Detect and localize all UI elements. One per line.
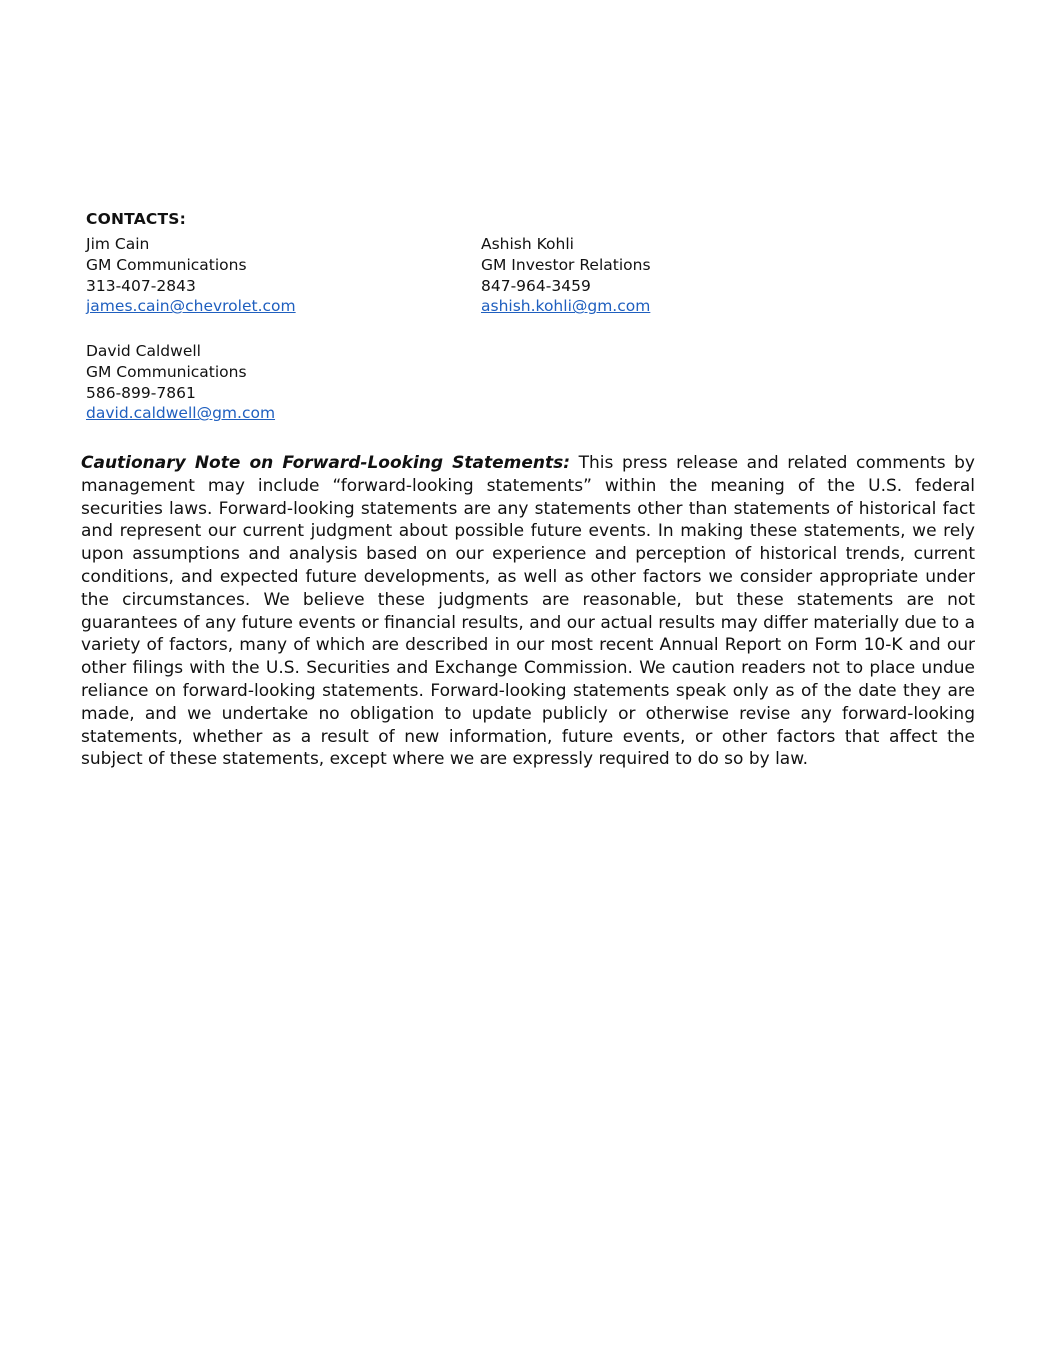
contact-block-jim-cain <box>86 234 296 317</box>
cautionary-note-lead: Cautionary Note on Forward-Looking Statements: <box>81 453 571 473</box>
contact-phone: 313-407-2843 <box>86 276 196 295</box>
contact-block-ashish-kohli <box>481 234 651 317</box>
contacts-heading: CONTACTS: <box>86 210 186 228</box>
contact-name: David Caldwell <box>86 342 201 360</box>
contact-department: GM Communications <box>86 362 247 381</box>
contact-department: GM Investor Relations <box>481 255 651 274</box>
contact-name: Jim Cain <box>86 235 150 253</box>
contact-email-link[interactable]: david.caldwell@gm.com <box>86 404 276 423</box>
contact-department: GM Communications <box>86 255 247 274</box>
contact-email-link[interactable]: james.cain@chevrolet.com <box>86 297 296 316</box>
contact-phone: 586-899-7861 <box>86 383 196 402</box>
contact-block-david-caldwell <box>86 341 275 424</box>
contact-phone: 847-964-3459 <box>481 276 591 295</box>
contact-name: Ashish Kohli <box>481 235 574 253</box>
cautionary-note <box>81 452 975 771</box>
cautionary-note-body: This press release and related comments by management may include “forward-looking statements” within the meaning of the U.S. federal securities laws. Forward-looking statements are any statements other than statements of historical fact and represent our current judgment about possible future events. In making these statements, we rely upon assumptions and analysis based on our experience and perception of historical trends, current conditions, and expected future developments, as well as other factors we consider appropriate under the circumstances. We believe these judgments are reasonable, but these statements are not guarantees of any future events or financial results, and our actual results may differ materially due to a variety of factors, many of which are described in our most recent Annual Report on Form 10-K and our other filings with the U.S. Securities and Exchange Commission. We caution readers not to place undue reliance on forward-looking statements. Forward-looking statements speak only as of the date they are made, and we undertake no obligation to update publicly or otherwise revise any forward-looking statements, whether as a result of new information, future events, or other factors that affect the subject of these statements, except where we are expressly required to do so by law. <box>81 453 975 770</box>
contact-email-link[interactable]: ashish.kohli@gm.com <box>481 297 651 316</box>
